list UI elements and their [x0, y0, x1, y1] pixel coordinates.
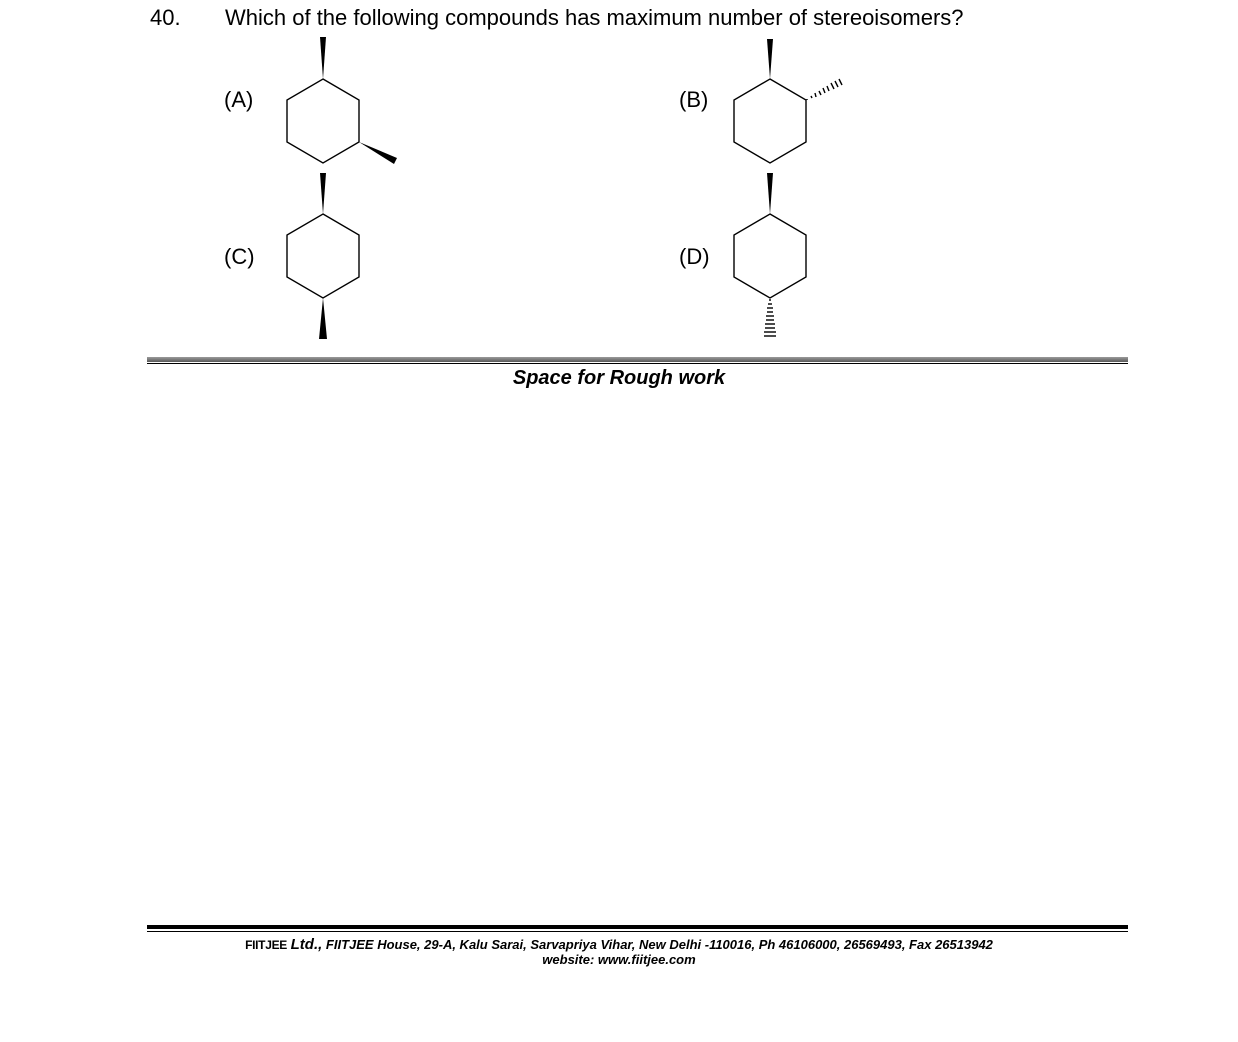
- option-d-label: (D): [679, 244, 710, 269]
- footer-ltd: Ltd.,: [290, 936, 323, 953]
- footer-brand: FIITJEE: [245, 938, 287, 952]
- top-divider-line: [147, 363, 1128, 364]
- rough-work-heading: Space for Rough work: [512, 367, 726, 389]
- wedge-bond: [320, 173, 326, 214]
- option-c-structure: [270, 165, 410, 345]
- footer-address: FIITJEE House, 29-A, Kalu Sarai, Sarvapriya Vihar, New Delhi -110016, Ph 46106000, 26569493, Fax 26513942: [325, 937, 993, 952]
- wedge-bond: [767, 39, 773, 79]
- option-b-structure: [720, 30, 860, 180]
- footer-website: website: www.fiitjee.com: [542, 952, 696, 967]
- top-divider: [147, 357, 1128, 362]
- option-a-label: (A): [224, 87, 254, 112]
- footer-divider-thin: [147, 931, 1128, 932]
- option-c-label: (C): [224, 244, 255, 269]
- option-a-structure: [270, 30, 410, 180]
- question-text: Which of the following compounds has maximum number of stereoisomers?: [225, 5, 964, 30]
- wedge-bond: [767, 173, 773, 214]
- wedge-bond: [320, 37, 326, 79]
- option-b-label: (B): [679, 87, 709, 112]
- question-number: 40.: [150, 5, 181, 30]
- hash-bond: [764, 300, 776, 336]
- wedge-bond: [319, 298, 327, 339]
- footer-divider: [147, 925, 1128, 929]
- hash-bond: [807, 79, 842, 100]
- wedge-bond: [359, 142, 397, 164]
- option-d-structure: [720, 165, 860, 345]
- footer-address-line: [0, 936, 1238, 953]
